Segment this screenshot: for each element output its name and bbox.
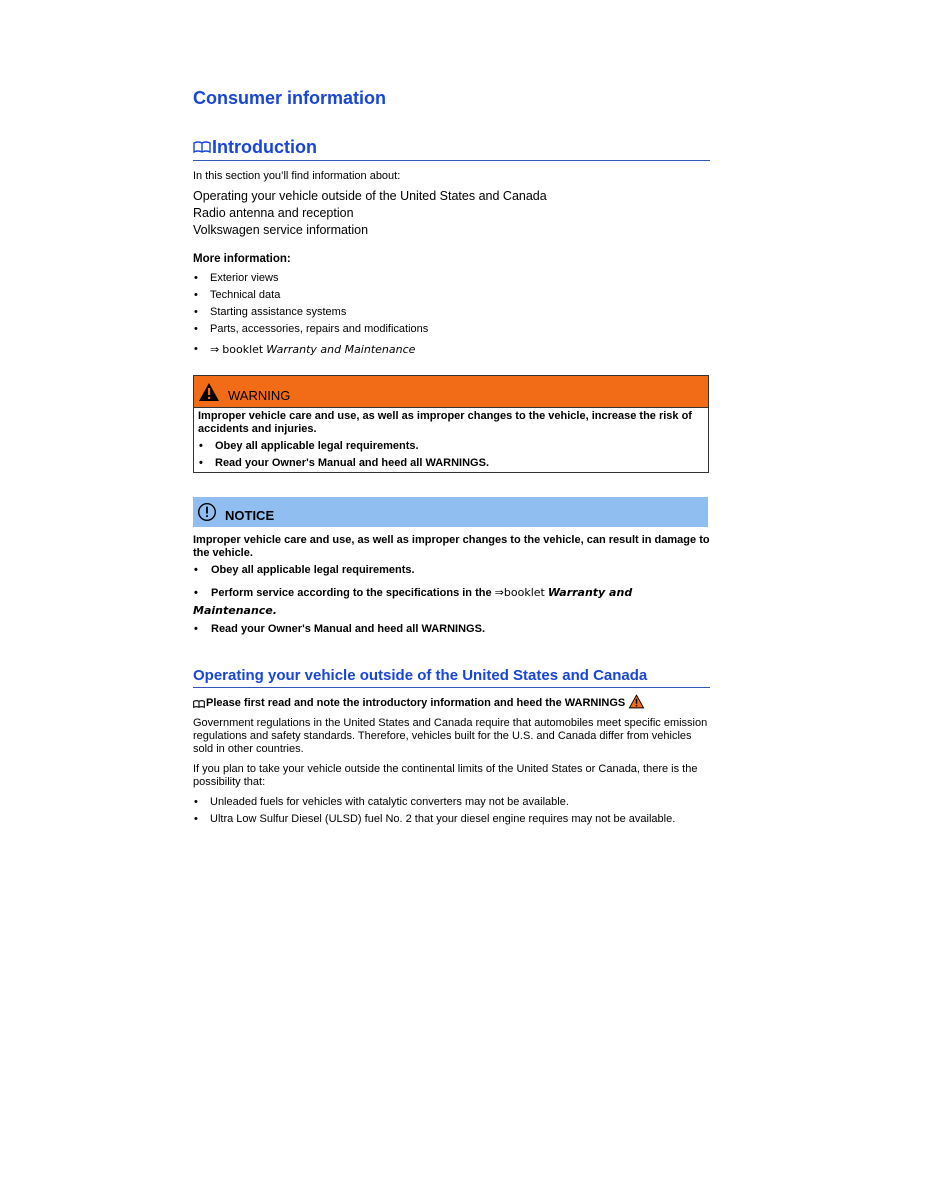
booklet-word: booklet: [222, 343, 264, 356]
arrow-icon: ⇒: [494, 586, 504, 599]
notice-icon: [197, 502, 217, 522]
arrow-icon: ⇒: [210, 343, 220, 356]
intro-lead: In this section you’ll find information about:: [193, 170, 401, 182]
section-paragraph: Government regulations in the United States and Canada require that automobiles meet specific emission regulations and safety standards. Therefore, vehicles built for the U.S. and Canada differ from vehicles sold in other countries.: [193, 717, 708, 755]
notice-item: • Obey all applicable legal requirements.: [194, 564, 415, 576]
page-title: Consumer information: [193, 88, 387, 108]
warning-text: Improper vehicle care and use, as well as improper changes to the vehicle, increase the risk of accidents and injuries.: [198, 410, 692, 435]
list-item: • Ultra Low Sulfur Diesel (ULSD) fuel No. 2 that your diesel engine requires may not be available.: [193, 811, 710, 828]
intro-note: Please first read and note the introductory information and heed the WARNINGS: [193, 697, 710, 710]
list-item: • Technical data: [193, 287, 710, 304]
list-item: • Starting assistance systems: [193, 304, 710, 321]
list-item: • Parts, accessories, repairs and modifications: [193, 321, 710, 338]
warning-icon: [198, 382, 220, 402]
section-paragraph: If you plan to take your vehicle outside the continental limits of the United States or Canada, there is the possibility that:: [193, 763, 698, 788]
notice-header: [193, 497, 708, 527]
list-item: • Unleaded fuels for vehicles with catalytic converters may not be available.: [193, 794, 710, 811]
warning-triangle-icon: [628, 694, 645, 709]
document-page: [193, 86, 710, 828]
booklet-link[interactable]: Warranty and Maintenance: [266, 343, 416, 356]
notice-item: • Read your Owner's Manual and heed all WARNINGS.: [194, 623, 486, 635]
warning-item: • Obey all applicable legal requirements.: [199, 440, 419, 452]
section-heading: Operating your vehicle outside of the United States and Canada: [193, 666, 710, 688]
list-item: • Exterior views: [193, 270, 710, 287]
intro-topic: Operating your vehicle outside of the United States and Canada: [193, 189, 547, 203]
notice-label: NOTICE: [225, 507, 275, 523]
intro-heading-text: Introduction: [212, 137, 317, 157]
booklet-link[interactable]: Maintenance: [193, 604, 273, 617]
warning-body: [194, 408, 708, 472]
intro-topic: Radio antenna and reception: [193, 206, 354, 220]
warning-item: • Read your Owner's Manual and heed all WARNINGS.: [199, 457, 490, 469]
warning-header: [194, 376, 708, 408]
possibility-list: [193, 794, 710, 828]
notice-text: Improper vehicle care and use, as well as improper changes to the vehicle, can result in damage to the vehicle.: [193, 534, 710, 559]
intro-topic: Volkswagen service information: [193, 223, 369, 237]
book-icon: [193, 699, 205, 709]
booklet-link[interactable]: Warranty and: [547, 586, 633, 599]
list-item: [193, 341, 710, 359]
book-icon: [193, 140, 211, 154]
notice-item: • Perform service according to the specifications in the ⇒booklet Warranty and Maintenance.: [193, 586, 633, 617]
warning-box: [193, 375, 709, 473]
more-info-label: More information:: [193, 253, 291, 265]
warning-label: WARNING: [228, 388, 291, 403]
intro-heading: [193, 136, 710, 161]
more-info-list: [193, 270, 710, 359]
